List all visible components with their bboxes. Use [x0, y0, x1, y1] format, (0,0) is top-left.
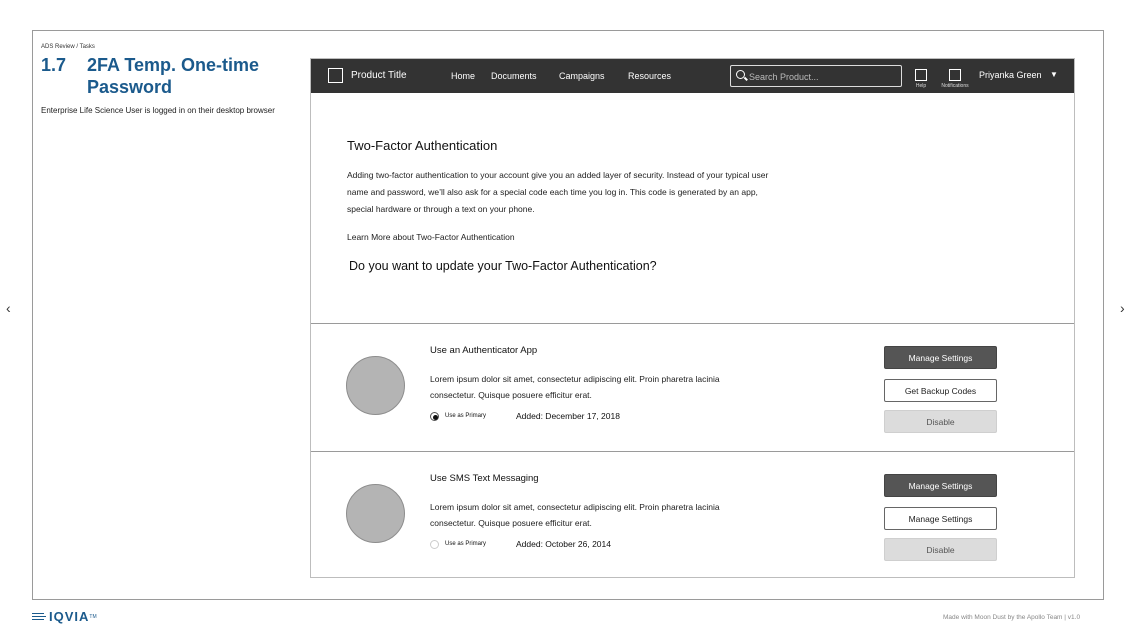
- nav-link-documents[interactable]: Documents: [491, 71, 537, 81]
- method-card-authenticator-app: [311, 323, 1074, 451]
- disable-button[interactable]: Disable: [884, 410, 997, 433]
- method-description: Lorem ipsum dolor sit amet, consectetur adipiscing elit. Proin pharetra lacinia consectetur. Quisque posuere efficitur erat.: [430, 374, 720, 400]
- notifications-button[interactable]: [941, 69, 969, 89]
- page-title: Two-Factor Authentication: [347, 138, 498, 153]
- notifications-label: Notifications: [941, 83, 969, 89]
- previous-slide-arrow-icon[interactable]: ‹: [6, 300, 11, 316]
- notifications-icon: [949, 69, 961, 81]
- manage-settings-button[interactable]: Manage Settings: [884, 346, 997, 369]
- intro-paragraph: Adding two-factor authentication to your account give you an added layer of security. Instead of your typical user name and password, we’ll also ask for a special code each time you log in. This code is generated by an app, special hardware or through a text on your phone.: [347, 170, 769, 214]
- task-title: [41, 54, 259, 98]
- product-logo-icon[interactable]: [328, 68, 343, 83]
- top-navigation-bar: [311, 59, 1074, 93]
- user-menu[interactable]: Priyanka Green: [979, 70, 1042, 80]
- use-as-primary-radio[interactable]: [430, 540, 439, 549]
- task-number: 1.7: [41, 55, 67, 75]
- breadcrumb: ADS Review / Tasks: [41, 44, 95, 50]
- iqvia-logo: [32, 609, 97, 624]
- use-as-primary-label: Use as Primary: [445, 541, 487, 547]
- nav-link-resources[interactable]: Resources: [628, 71, 672, 81]
- task-description: Enterprise Life Science User is logged in on their desktop browser: [41, 106, 275, 115]
- method-image: [346, 356, 405, 415]
- manage-settings-button[interactable]: Manage Settings: [884, 474, 997, 497]
- method-description: Lorem ipsum dolor sit amet, consectetur adipiscing elit. Proin pharetra lacinia consectetur. Quisque posuere efficitur erat.: [430, 502, 720, 528]
- use-as-primary-radio[interactable]: [430, 412, 439, 421]
- method-card-sms: [311, 451, 1074, 578]
- trademark: TM: [89, 613, 97, 620]
- nav-link-campaigns[interactable]: Campaigns: [559, 71, 605, 81]
- disable-button[interactable]: Disable: [884, 538, 997, 561]
- learn-more-link[interactable]: Learn More about Two-Factor Authentication: [347, 232, 515, 242]
- manage-settings-secondary-button[interactable]: Manage Settings: [884, 507, 997, 530]
- chevron-down-icon[interactable]: ▼: [1050, 70, 1058, 79]
- next-slide-arrow-icon[interactable]: ›: [1120, 300, 1125, 316]
- footer-note: Made with Moon Dust by the Apollo Team | v1.0: [943, 614, 1081, 621]
- method-image: [346, 484, 405, 543]
- added-date: Added: December 17, 2018: [516, 411, 620, 421]
- help-icon: [915, 69, 927, 81]
- search-icon: [736, 70, 745, 79]
- search-box[interactable]: [730, 65, 902, 87]
- logo-text: IQVIA: [49, 609, 90, 624]
- iqvia-mark-icon: [32, 612, 46, 622]
- update-question: Do you want to update your Two-Factor Authentication?: [349, 259, 657, 273]
- product-title[interactable]: Product Title: [351, 70, 407, 81]
- method-title: Use SMS Text Messaging: [430, 473, 539, 484]
- help-label: Help: [915, 83, 927, 89]
- task-title-line2: Password: [87, 77, 173, 97]
- nav-link-home[interactable]: Home: [451, 71, 476, 81]
- method-title: Use an Authenticator App: [430, 345, 538, 356]
- browser-mockup: [310, 58, 1075, 578]
- task-title-line1: 2FA Temp. One-time: [87, 55, 260, 75]
- search-input[interactable]: [749, 70, 897, 83]
- use-as-primary-label: Use as Primary: [445, 413, 487, 419]
- help-button[interactable]: [914, 69, 928, 89]
- get-backup-codes-button[interactable]: Get Backup Codes: [884, 379, 997, 402]
- added-date: Added: October 26, 2014: [516, 539, 611, 549]
